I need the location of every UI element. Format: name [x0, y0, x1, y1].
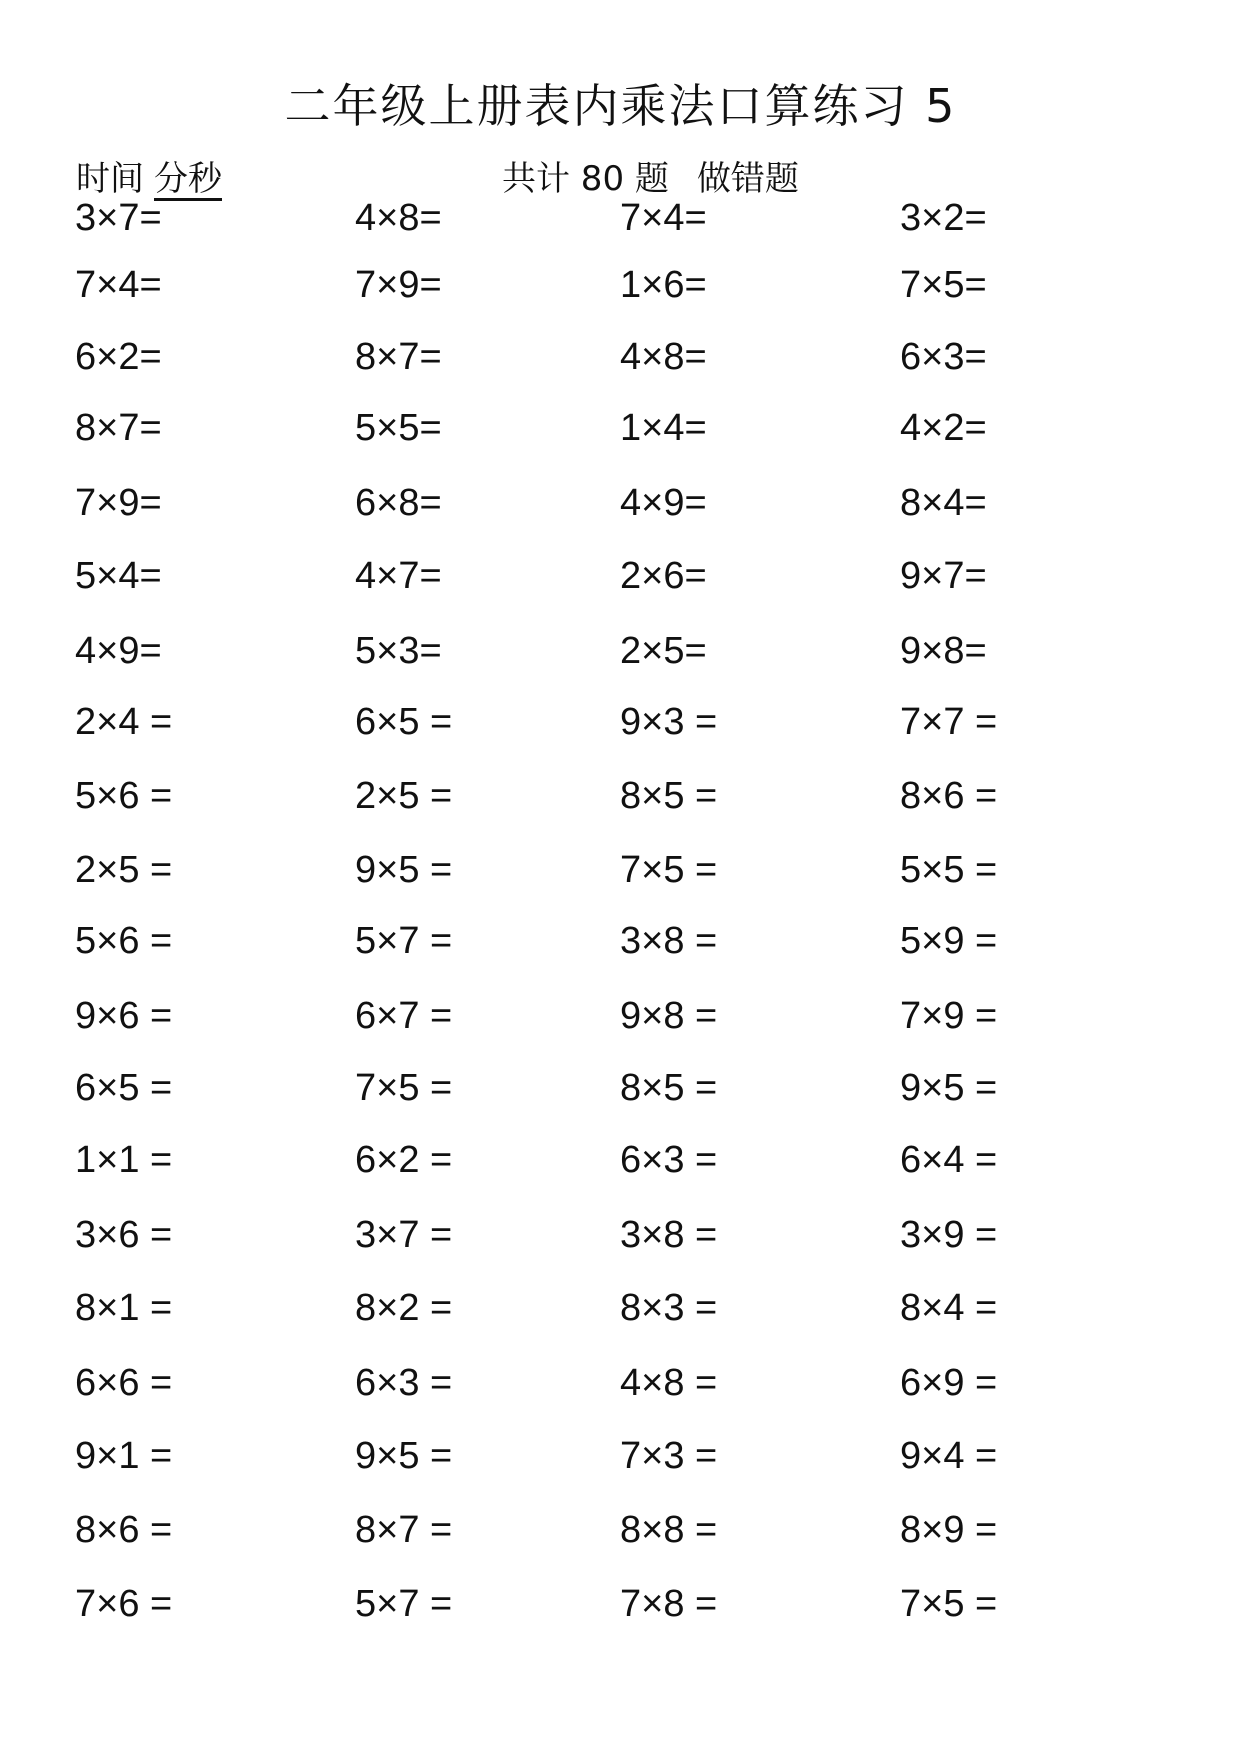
problem-item: 7×3 = — [620, 1435, 718, 1477]
time-unit-blank[interactable]: 分秒 — [154, 159, 222, 199]
problem-item: 6×2 = — [355, 1139, 453, 1181]
problem-item: 5×4= — [75, 555, 162, 597]
problem-item: 9×5 = — [355, 1435, 453, 1477]
page-title: 二年级上册表内乘法口算练习 5 — [284, 79, 957, 133]
problem-item: 7×5 = — [900, 1583, 998, 1625]
problem-item: 7×4= — [620, 197, 707, 239]
problem-item: 3×2= — [900, 197, 987, 239]
problem-item: 2×6= — [620, 555, 707, 597]
problem-item: 8×4 = — [900, 1287, 998, 1329]
problem-item: 6×2= — [75, 336, 162, 378]
time-label: 时间 — [76, 159, 144, 199]
problem-item: 8×7= — [355, 336, 442, 378]
problem-item: 6×3 = — [355, 1362, 453, 1404]
problem-item: 8×7 = — [355, 1509, 453, 1551]
problem-item: 7×5= — [900, 264, 987, 306]
problem-item: 7×9 = — [900, 995, 998, 1037]
problem-item: 7×9= — [75, 482, 162, 524]
problem-item: 1×4= — [620, 407, 707, 449]
problem-item: 6×5 = — [355, 701, 453, 743]
problem-item: 9×5 = — [900, 1067, 998, 1109]
problem-item: 2×5= — [620, 630, 707, 672]
problem-item: 8×6 = — [75, 1509, 173, 1551]
problem-item: 6×7 = — [355, 995, 453, 1037]
problem-item: 4×8= — [355, 197, 442, 239]
problem-item: 8×6 = — [900, 775, 998, 817]
problem-item: 4×9= — [75, 630, 162, 672]
problem-item: 9×8= — [900, 630, 987, 672]
problem-item: 6×9 = — [900, 1362, 998, 1404]
problem-item: 1×1 = — [75, 1139, 173, 1181]
problem-item: 3×8 = — [620, 920, 718, 962]
problem-item: 2×5 = — [75, 849, 173, 891]
problem-item: 4×2= — [900, 407, 987, 449]
wrong-count-label[interactable]: 做错题 — [696, 159, 799, 199]
problem-item: 5×6 = — [75, 920, 173, 962]
problem-item: 3×6 = — [75, 1214, 173, 1256]
problem-item: 5×3= — [355, 630, 442, 672]
problem-item: 8×4= — [900, 482, 987, 524]
problem-item: 3×9 = — [900, 1214, 998, 1256]
problem-item: 3×8 = — [620, 1214, 718, 1256]
problem-item: 2×4 = — [75, 701, 173, 743]
problem-item: 8×7= — [75, 407, 162, 449]
problem-item: 5×6 = — [75, 775, 173, 817]
problem-item: 9×3 = — [620, 701, 718, 743]
problem-item: 7×4= — [75, 264, 162, 306]
problem-item: 6×4 = — [900, 1139, 998, 1181]
total-count: 共计 80 题 — [502, 159, 669, 199]
problem-item: 4×9= — [620, 482, 707, 524]
problem-item: 1×6= — [620, 264, 707, 306]
problem-item: 6×5 = — [75, 1067, 173, 1109]
problem-item: 5×5= — [355, 407, 442, 449]
problem-item: 8×1 = — [75, 1287, 173, 1329]
problem-item: 6×3 = — [620, 1139, 718, 1181]
problem-item: 9×4 = — [900, 1435, 998, 1477]
problem-item: 8×8 = — [620, 1509, 718, 1551]
problem-item: 7×5 = — [620, 849, 718, 891]
problem-item: 7×6 = — [75, 1583, 173, 1625]
problem-item: 9×8 = — [620, 995, 718, 1037]
problem-item: 9×7= — [900, 555, 987, 597]
problem-item: 8×5 = — [620, 775, 718, 817]
problem-item: 5×9 = — [900, 920, 998, 962]
problem-item: 2×5 = — [355, 775, 453, 817]
problem-item: 8×5 = — [620, 1067, 718, 1109]
problem-item: 6×6 = — [75, 1362, 173, 1404]
problem-item: 7×5 = — [355, 1067, 453, 1109]
problem-item: 9×5 = — [355, 849, 453, 891]
problem-item: 7×9= — [355, 264, 442, 306]
problem-item: 9×1 = — [75, 1435, 173, 1477]
problem-item: 8×3 = — [620, 1287, 718, 1329]
problem-item: 7×7 = — [900, 701, 998, 743]
problem-item: 5×7 = — [355, 920, 453, 962]
problem-item: 6×3= — [900, 336, 987, 378]
problem-item: 5×5 = — [900, 849, 998, 891]
problem-item: 4×8= — [620, 336, 707, 378]
problem-item: 3×7= — [75, 197, 162, 239]
problem-item: 8×9 = — [900, 1509, 998, 1551]
problem-item: 4×7= — [355, 555, 442, 597]
problem-item: 3×7 = — [355, 1214, 453, 1256]
problem-item: 7×8 = — [620, 1583, 718, 1625]
problem-item: 6×8= — [355, 482, 442, 524]
problem-item: 5×7 = — [355, 1583, 453, 1625]
problem-item: 9×6 = — [75, 995, 173, 1037]
problem-item: 4×8 = — [620, 1362, 718, 1404]
problem-item: 8×2 = — [355, 1287, 453, 1329]
